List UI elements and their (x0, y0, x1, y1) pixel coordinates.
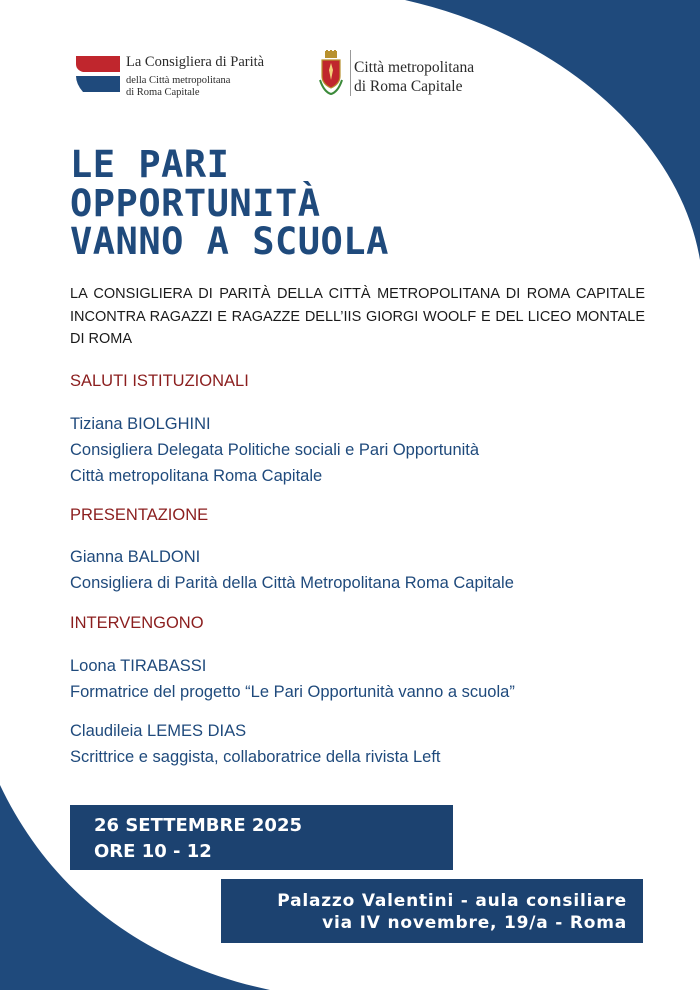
section-heading-intervengono: INTERVENGONO (70, 614, 204, 632)
parity-emblem-icon (74, 54, 120, 94)
speaker-org: Città metropolitana Roma Capitale (70, 467, 323, 485)
page-title (70, 143, 389, 263)
logo-divider (350, 50, 351, 96)
section-heading-saluti: SALUTI ISTITUZIONALI (70, 372, 249, 390)
event-date: 26 SETTEMBRE 2025 (94, 815, 302, 836)
logo1-subtitle-1: della Città metropolitana (126, 75, 231, 86)
event-description: LA CONSIGLIERA DI PARITÀ DELLA CITTÀ METROPOLITANA DI ROMA CAPITALE INCONTRA RAGAZZI E RAGAZZE DELL’IIS GIORGI WOOLF E DEL LICEO MONTALE DI ROMA (70, 286, 645, 347)
speaker-name: Gianna BALDONI (70, 548, 201, 566)
event-date-box (70, 805, 453, 870)
logo-citta-metropolitana (316, 50, 516, 100)
speaker-biolghini (70, 411, 479, 489)
logo2-line-2: di Roma Capitale (354, 78, 463, 95)
speaker-name: Claudileia LEMES DIAS (70, 722, 247, 740)
event-location-box (220, 878, 644, 944)
logo-consigliera-parita (74, 54, 294, 100)
speaker-lemes-dias (70, 718, 441, 770)
event-address: via IV novembre, 19/a - Roma (322, 913, 627, 933)
logo2-line-1: Città metropolitana (354, 59, 475, 76)
section-heading-presentazione: PRESENTAZIONE (70, 506, 209, 524)
event-time: ORE 10 - 12 (94, 841, 212, 862)
coat-of-arms-icon (316, 50, 346, 96)
speaker-role: Scrittrice e saggista, collaboratrice della rivista Left (70, 748, 441, 766)
title-line-3: VANNO A SCUOLA (70, 220, 389, 263)
speaker-name: Tiziana BIOLGHINI (70, 415, 211, 433)
speaker-role: Consigliera Delegata Politiche sociali e Pari Opportunità (70, 441, 480, 459)
title-line-2: OPPORTUNITÀ (70, 181, 321, 225)
event-venue: Palazzo Valentini - aula consiliare (277, 891, 627, 911)
speaker-role: Consigliera di Parità della Città Metropolitana Roma Capitale (70, 574, 514, 592)
speaker-tirabassi (70, 653, 515, 705)
speaker-name: Loona TIRABASSI (70, 657, 207, 675)
speaker-baldoni (70, 544, 514, 596)
logo1-subtitle-2: di Roma Capitale (126, 87, 200, 98)
speaker-role: Formatrice del progetto “Le Pari Opportunità vanno a scuola” (70, 683, 515, 701)
title-line-1: LE PARI (70, 143, 230, 186)
logo1-title: La Consigliera di Parità (126, 54, 265, 70)
